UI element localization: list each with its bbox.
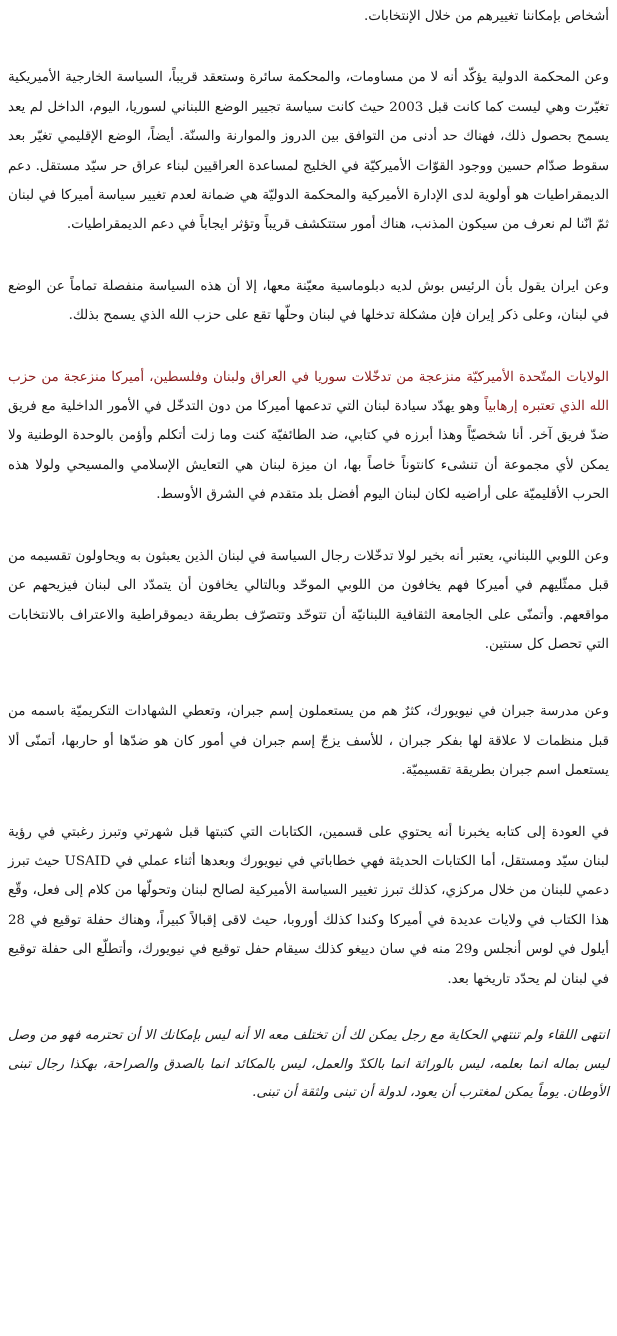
paragraph-gap <box>8 786 609 818</box>
article-paragraph-international-court: وعن المحكمة الدولية يؤكّد أنه لا من مساومات، والمحكمة سائرة وستعقد قريباً، السياسة الخارجية الأميريكية تغيّرت وهي ليست كما كانت قبل 2003 حيث كانت سياسة تجيير الوضع اللبناني لسوريا، اليوم، الداخل لم يعد يسمح بحصول ذلك، فهناك حد أدنى من التوافق بين الدروز والموارنة والسنّة. أيضاً، الوضع الإقليمي تغيّر بعد سقوط صدّام حسين ووجود القوّات الأميركيّة في الخليج لمساعدة العراقيين لبناء عراق حر سيّد مستقل. دعم الديمقراطيات هو أولوية لدى الإدارة الأميركية والمحكمة الدوليّة هي ضمانة لعدم تغيير سياسة أميركا في لبنان ثمّ انّنا لم نعرف من سيكون المذنب، هناك أمور ستتكشف قريباً وتؤثر ايجاباً في دعم الديمقراطيات. <box>8 70 609 233</box>
paragraph-gap <box>8 510 609 542</box>
article-paragraph-book: في العودة إلى كتابه يخبرنا أنه يحتوي على قسمين، الكتابات التي كتبتها قبل شهرتي وتبرز رغبتي في رؤية لبنان سيّد ومستقل، أما الكتابات الحديثة فهي خطاباتي في نيويورك وبعدها أثناء عملي في USAID حيث تبرز دعمي للبنان من خلال مركزي، كذلك تبرز تغيير السياسة الأميركية لصالح لبنان وتحولّها من كلام إلى فعل، وقّع هذا الكتاب في ولايات عديدة في أميركا وكندا كذلك أوروبا، حيث لاقى إقبالاً كبيراً، وهناك حفلة توقيع في 28 أيلول في لوس أنجلس و29 منه في سان دييغو كذلك سيقام حفل توقيع في نيويورك، وأتطلّع الى حفلة توقيع في لبنان لم يحدّد تاريخها بعد. <box>8 824 609 987</box>
paragraph-gap <box>8 240 609 272</box>
paragraph-continuation: وهو يهدّد سيادة لبنان التي تدعمها أميركا من دون التدخّل في الأمور الداخلية مع فريق ضدّ فريق آخر. أنا شخصيّاً وهذا أبرزه في كتابي، ضد الطائفيّة كنت وما زلت أتكلم وأؤمن بالوحدة الوطنية ولا يمكن لأي مجموعة أن تنشىء كانتوناً خاصاً بها، ان ميزة لبنان هي التعايش الإسلامي والمسيحي ولولا هذه الحرب الأقليميّة على أراضيه لكان لبنان اليوم أفضل بلد متقدم في الشرق الأوسط. <box>8 399 609 503</box>
paragraph-gap <box>8 659 609 697</box>
article-paragraph-intro-tail: أشخاص بإمكاننا تغييرهم من خلال الإنتخابات. <box>364 9 609 24</box>
paragraph-gap <box>8 31 609 63</box>
article-paragraph-iran: وعن ايران يقول بأن الرئيس بوش لديه دبلوماسية معيّنة معها، إلا أن هذه السياسة منفصلة تماماً عن الوضع في لبنان، وعلى ذكر إيران فإن مشكلة تدخلها في لبنان وحلّها تقع على حزب الله الذي يسمح بذلك. <box>8 278 609 324</box>
paragraph-gap <box>8 994 609 1022</box>
article-paragraph-gibran-school: وعن مدرسة جبران في نيويورك، كثرٌ هم من يستعملون إسم جبران، وتعطي الشهادات التكريميّة باسمه من قبل منظمات لا علاقة لها بفكر جبران ، للأسف يزجّ إسم جبران في أمور كان هو ضدّها أو حاربها، أتمنّى ألا يستعمل اسم جبران بطريقة تقسيميّة. <box>8 704 609 779</box>
article-paragraph-usa-position <box>8 363 609 510</box>
article-paragraph-lebanese-lobby: وعن اللوبي اللبناني، يعتبر أنه بخير لولا تدخّلات رجال السياسة في لبنان الذين يعبثون به ويحاولون تقسيمه من قبل ممثّليهم في أميركا فهم يخافون من اللوبي الموحّد وبالتالي يخافون أن يتمدّد الى لبنان فيزيحهم عن مواقعهم. وأتمنّى على الجامعة الثقافية اللبنانيّة أن تتوحّد وتتصرّف بطريقة ديموقراطية والاعتراف بالانتخابات التي تحصل كل سنتين. <box>8 548 609 652</box>
article-closing-paragraph: انتهى اللقاء ولم تنتهي الحكاية مع رجل يمكن لك أن تختلف معه الا أنه ليس بإمكانك الا أن تحترمه فهو من وصل ليس بماله انما بعلمه، ليس بالوراثة انما بالكدّ والعمل، ليس بالمكائد انما بالصدق والصراحة، بهكذا رجال تبنى الأوطان. يوماً يمكن لمغترب أن يعود، لدولة أن تبنى ولثقة أن تبنى. <box>8 1027 609 1101</box>
highlighted-sentence: الولايات المتّحدة الأميركيّة منزعجة من تدخّلات سوريا في العراق ولبنان وفلسطين، أميركا منزعجة من حزب الله الذي تعتبره إرهابياً <box>8 369 609 415</box>
paragraph-gap <box>8 331 609 363</box>
